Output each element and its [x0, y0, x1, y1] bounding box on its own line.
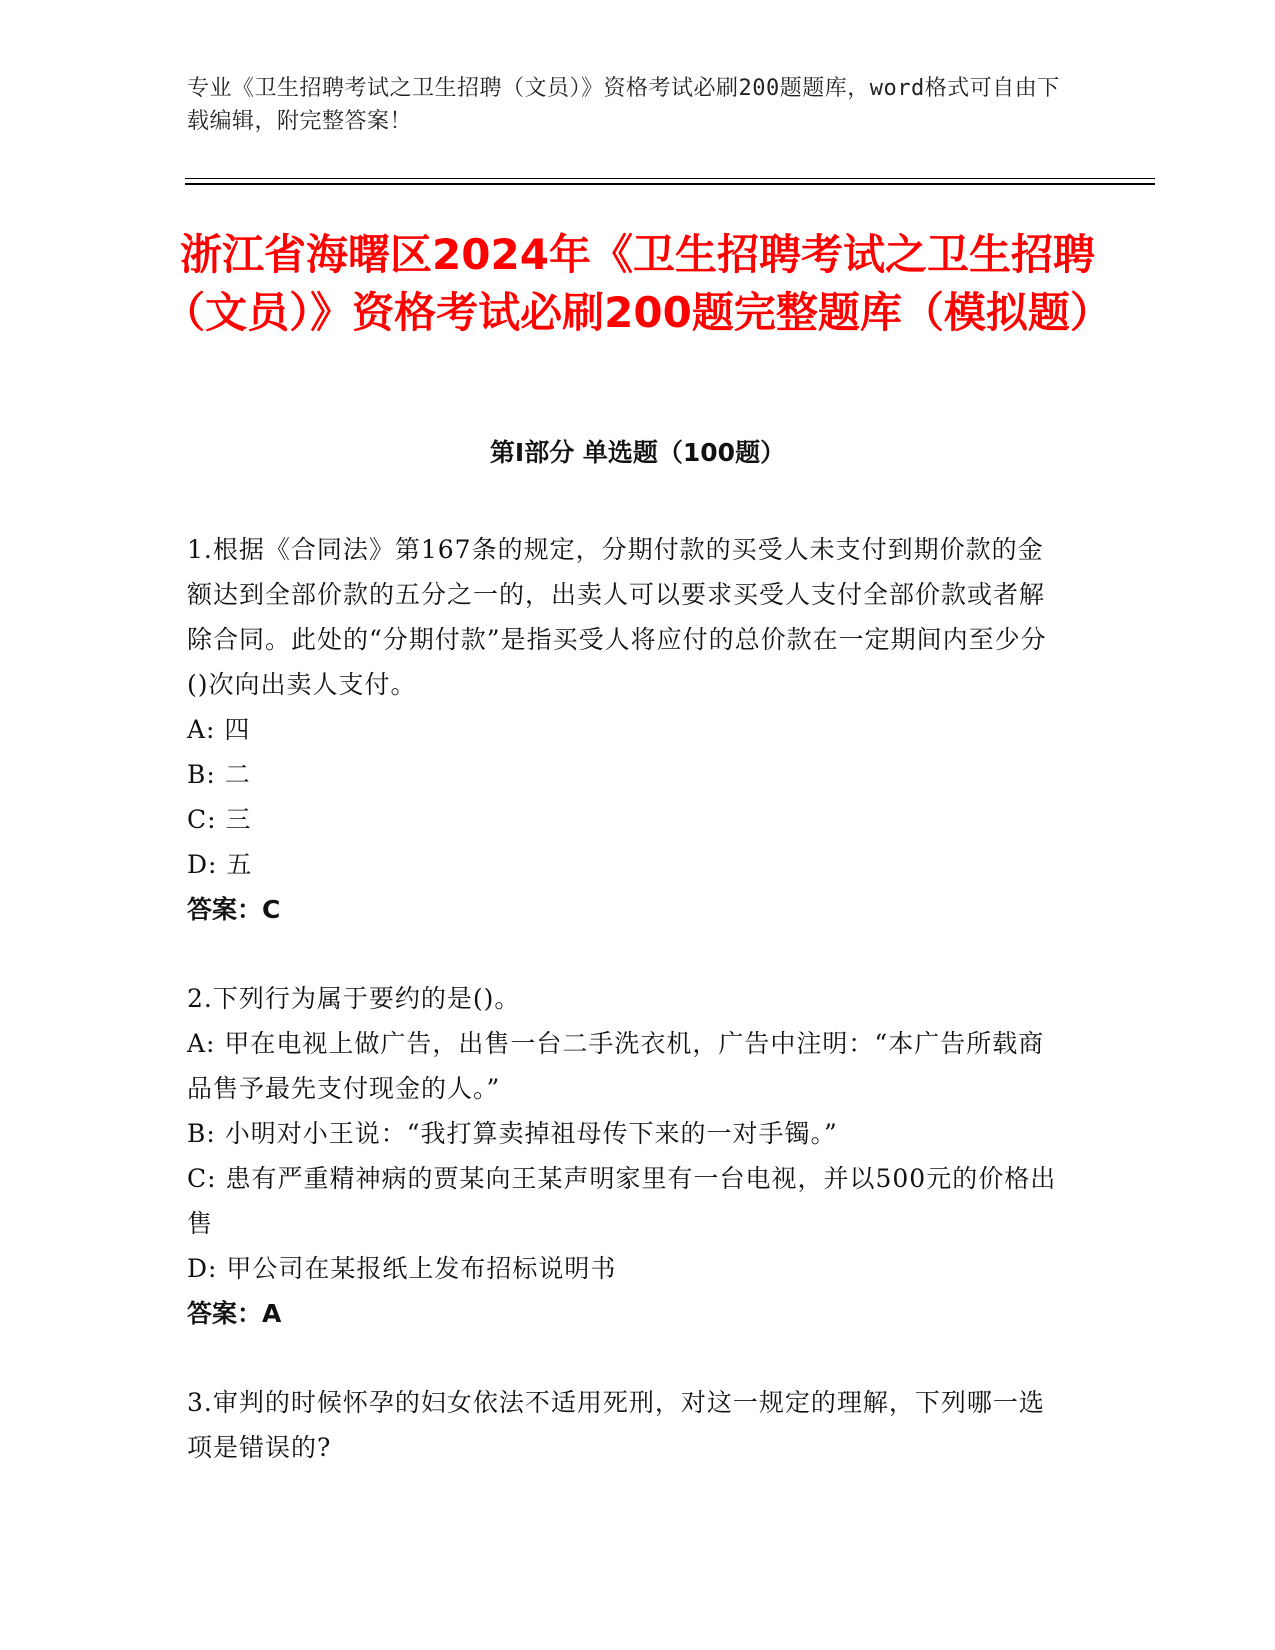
header-divider-thick — [185, 183, 1155, 185]
header-divider-thin — [185, 178, 1155, 179]
answer: 答案：C — [187, 895, 281, 924]
option-a: A: 四 — [187, 715, 251, 744]
section-title: 第Ⅰ部分 单选题（100题） — [489, 438, 786, 467]
option-c: C: 三 — [187, 805, 252, 834]
question-text: 1.根据《合同法》第167条的规定，分期付款的买受人未支付到期价款的金额达到全部价款的五分之一的，出卖人可以要求买受人支付全部价款或者解除合同。此处的“分期付款”是指买受人将应付的总价款在一定期间内至少分()次向出卖人支付。 — [187, 535, 1047, 699]
option-d: D: 甲公司在某报纸上发布招标说明书 — [187, 1254, 617, 1283]
header-note: 专业《卫生招聘考试之卫生招聘（文员）》资格考试必刷200题题库，word格式可自由下载编辑，附完整答案！ — [187, 76, 1060, 134]
question-text: 2.下列行为属于要约的是()。 — [187, 984, 521, 1013]
question-3 — [187, 1380, 1067, 1470]
option-b: B: 小明对小王说：“我打算卖掉祖母传下来的一对手镯。” — [187, 1119, 838, 1148]
question-text: 3.审判的时候怀孕的妇女依法不适用死刑，对这一规定的理解，下列哪一选项是错误的? — [187, 1388, 1045, 1462]
answer: 答案：A — [187, 1299, 282, 1328]
option-a: A: 甲在电视上做广告，出售一台二手洗衣机，广告中注明：“本广告所载商品售予最先支付现金的人。” — [187, 1029, 1045, 1103]
question-list — [187, 527, 1067, 1514]
question-1 — [187, 527, 1067, 932]
question-2 — [187, 976, 1067, 1336]
option-d: D: 五 — [187, 850, 253, 879]
option-c: C: 患有严重精神病的贾某向王某声明家里有一台电视，并以500元的价格出售 — [187, 1164, 1057, 1238]
option-b: B: 二 — [187, 760, 251, 789]
page-title: 浙江省海曙区2024年《卫生招聘考试之卫生招聘（文员）》资格考试必刷200题完整题库（模拟题） — [163, 230, 1112, 337]
